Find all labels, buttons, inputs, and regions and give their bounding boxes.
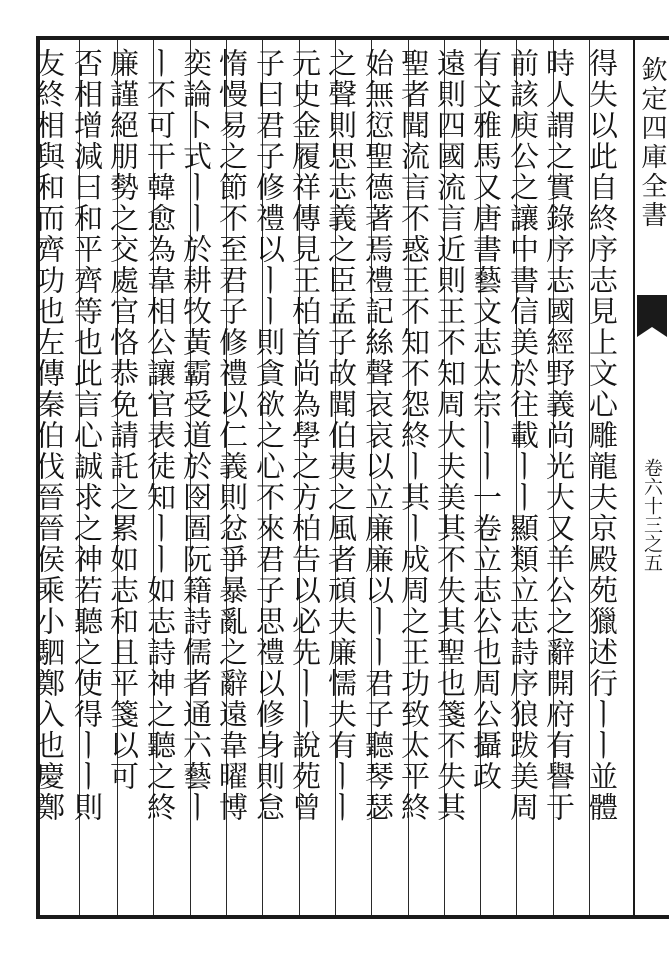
text-column-1: 得失以此自終序志見上文心雕龍夫京殿苑獵述行ㅣㅣ並體 bbox=[585, 48, 619, 823]
text-column-8: 之聲則思志義之臣孟子故聞伯夷之風者頑夫廉懦夫有ㅣㅣ bbox=[324, 48, 358, 823]
book-title: 欽定四庫全書 bbox=[637, 56, 667, 230]
frame-top-border bbox=[36, 36, 669, 40]
fishtail-mark-icon bbox=[637, 295, 667, 327]
text-column-16: 友終相與和而齊功也左傳秦伯伐晉晉侯乘小駟鄭入也慶鄭 bbox=[32, 48, 66, 823]
text-column-13: ㅣ不可干韓愈為韋相公讓官表徒知ㅣㅣ如志詩神之聽之終 bbox=[143, 48, 177, 823]
margin-strip bbox=[637, 48, 667, 908]
text-column-10: 子曰君子修禮以ㅣㅣ則貪欲之心不來君子思禮以修身則怠 bbox=[252, 48, 286, 823]
text-column-15: 否相增減曰和平齊等也此言心誠求之神若聽之使得ㅣㅣ則 bbox=[70, 48, 104, 823]
text-column-2: 時人謂之實錄序志國經野義尚光大又羊公之辭開府有譽于 bbox=[542, 48, 576, 823]
text-column-14: 廉謹絕朋勢之交處官恪恭免請託之累如志和且平箋以可 bbox=[106, 48, 140, 792]
text-column-7: 始無愆聖德著焉禮記絲聲哀哀以立廉廉以ㅣㅣ君子聽琴瑟 bbox=[361, 48, 395, 823]
text-column-11: 惰慢易之節不至君子修禮以仁義則忿爭暴亂之辭遠韋曜博 bbox=[215, 48, 249, 823]
text-column-5: 遠則四國流言近則王不知周大夫美其不失其聖也箋不失其 bbox=[433, 48, 467, 823]
text-column-9: 元史金履祥傳見王柏首尚為學之方柏告以必先ㅣㅣ說苑曾 bbox=[288, 48, 322, 823]
text-column-12: 奕論卜式ㅣㅣ於耕牧黃霸受道於囹圄阮籍詩儒者通六藝ㅣ bbox=[179, 48, 213, 823]
frame-bottom-border bbox=[36, 915, 669, 919]
text-column-6: 聖者聞流言不惑王不知不怨終ㅣ其ㅣ成周之王功致太平終 bbox=[397, 48, 431, 823]
volume-label: 卷六十三之五 bbox=[641, 458, 663, 572]
text-column-3: 前該庾公之讓中書信美於往載ㅣㅣ顯類立志詩序狼跋美周 bbox=[506, 48, 540, 823]
frame-right-border bbox=[633, 36, 635, 919]
text-column-4: 有文雅馬又唐書藝文志太宗ㅣㅣ一卷立志公也周公攝政 bbox=[469, 48, 503, 792]
